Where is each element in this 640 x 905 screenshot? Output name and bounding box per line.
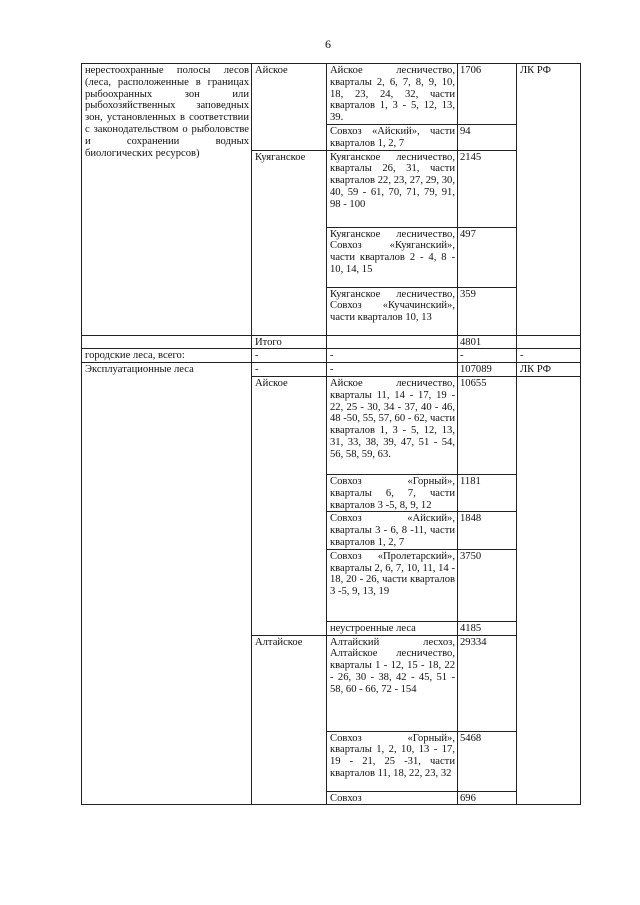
- area-cell: 4801: [458, 335, 517, 349]
- description-cell: Айское лесничество, кварталы 2, 6, 7, 8, 9, 10, 18, 23, 24, 32, части кварталов 1, 3 - 5, 12, 13, 39.: [327, 64, 458, 125]
- description-cell: Куяганское лесничество, Совхоз «Кучачинский», части кварталов 10, 13: [327, 287, 458, 335]
- district-cell: Айское: [252, 376, 327, 635]
- rights-cell: ЛК РФ: [517, 363, 581, 377]
- area-cell: 1181: [458, 474, 517, 511]
- rights-cell: [517, 376, 581, 804]
- rights-cell: -: [517, 349, 581, 363]
- description-cell: Совхоз «Айский», кварталы 3 - 6, 8 -11, части кварталов 1, 2, 7: [327, 512, 458, 549]
- district-cell: Куяганское: [252, 150, 327, 335]
- description-cell: неустроенные леса: [327, 621, 458, 635]
- area-cell: 10655: [458, 376, 517, 474]
- table-row: [82, 349, 581, 363]
- page-number: 6: [325, 37, 331, 51]
- area-cell: 1848: [458, 512, 517, 549]
- area-cell: 5468: [458, 731, 517, 791]
- district-cell: -: [252, 349, 327, 363]
- area-cell: 4185: [458, 621, 517, 635]
- description-cell: Совхоз «Горный», кварталы 1, 2, 10, 13 - 17, 19 - 21, 25 -31, части кварталов 11, 18, 22, 23, 32: [327, 731, 458, 791]
- description-cell: Куяганское лесничество, кварталы 26, 31, части кварталов 22, 23, 27, 29, 30, 40, 59 - 61, 70, 71, 79, 91, 98 - 100: [327, 150, 458, 227]
- description-cell: -: [327, 349, 458, 363]
- area-cell: 29334: [458, 635, 517, 731]
- description-cell: Совхоз «Горный», кварталы 6, 7, части кварталов 3 -5, 8, 9, 12: [327, 474, 458, 511]
- area-cell: 497: [458, 227, 517, 287]
- rights-cell: [517, 335, 581, 349]
- district-cell: -: [252, 363, 327, 377]
- district-cell: Алтайское: [252, 635, 327, 805]
- description-cell: Совхоз «Пролетарский», кварталы 2, 6, 7, 10, 11, 14 - 18, 20 - 26, части кварталов 3 -5, 9, 13, 19: [327, 549, 458, 621]
- description-cell: Айское лесничество, кварталы 11, 14 - 17, 19 - 22, 25 - 30, 34 - 37, 40 - 46, 48 -50, 55, 57, 60 - 62, части кварталов 1, 3 - 5, 12, 13, 31, 33, 38, 39, 47, 51 - 54, 56, 58, 59, 63.: [327, 376, 458, 474]
- table-row: [82, 64, 581, 125]
- description-cell: Алтайский лесхоз, Алтайское лесничество, кварталы 1 - 12, 15 - 18, 22 - 26, 30 - 38, 42 - 45, 51 - 58, 60 - 66, 72 - 154: [327, 635, 458, 731]
- category-cell: [82, 335, 252, 349]
- description-cell: Совхоз: [327, 791, 458, 805]
- area-cell: -: [458, 349, 517, 363]
- area-cell: 3750: [458, 549, 517, 621]
- description-cell: -: [327, 363, 458, 377]
- description-cell: Куяганское лесничество, Совхоз «Куяганский», части кварталов 2 - 4, 8 - 10, 14, 15: [327, 227, 458, 287]
- district-cell: Айское: [252, 64, 327, 151]
- description-cell: Совхоз «Айский», части кварталов 1, 2, 7: [327, 124, 458, 150]
- area-cell: 696: [458, 791, 517, 805]
- area-cell: 1706: [458, 64, 517, 125]
- description-cell: [327, 335, 458, 349]
- forest-table: [81, 63, 581, 805]
- area-cell: 94: [458, 124, 517, 150]
- district-cell: Итого: [252, 335, 327, 349]
- area-cell: 2145: [458, 150, 517, 227]
- rights-cell: ЛК РФ: [517, 64, 581, 336]
- area-cell: 107089: [458, 363, 517, 377]
- category-cell: нерестоохранные полосы лесов (леса, расположенные в границах рыбоохранных зон или рыбохозяйственных заповедных зон, установленных в соответствии с законодательством о рыболовстве и сохранении водных биологических ресурсов): [82, 64, 252, 336]
- area-cell: 359: [458, 287, 517, 335]
- category-cell: городские леса, всего:: [82, 349, 252, 363]
- table-row: [82, 363, 581, 377]
- category-cell: Эксплуатационные леса: [82, 363, 252, 805]
- table-row: [82, 335, 581, 349]
